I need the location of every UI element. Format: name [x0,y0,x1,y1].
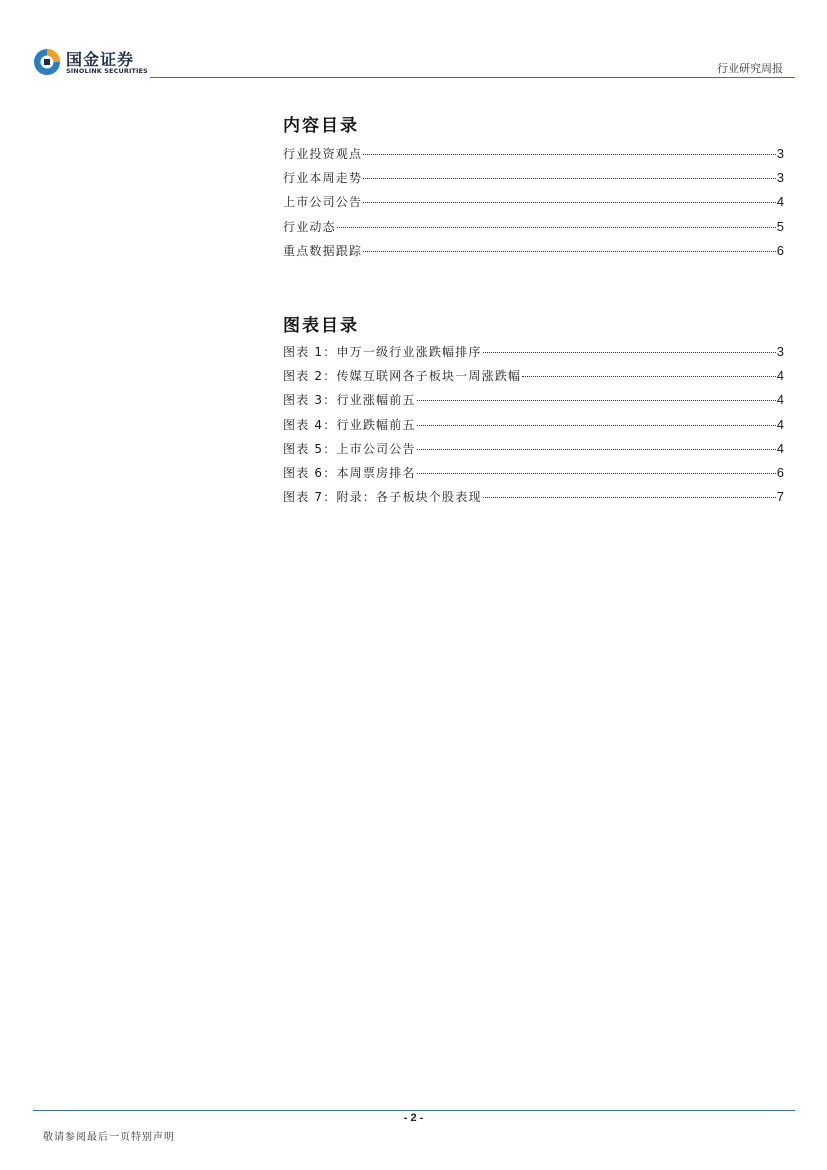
toc-leader-dots [363,154,776,155]
figure-entry-label: 图表 1：申万一级行业涨跌幅排序 [283,345,482,359]
figure-entry-page: 6 [776,464,784,480]
figure-entry[interactable] [283,464,784,488]
figure-entry-label: 图表 2：传媒互联网各子板块一周涨跌幅 [283,369,522,384]
figure-entry-label: 图表 4：行业跌幅前五 [283,417,416,432]
figure-entry-page: 3 [776,344,784,359]
figure-entry[interactable] [283,367,784,391]
figure-entry-page: 7 [776,489,784,505]
figure-entry[interactable] [283,416,784,440]
toc-leader-dots [363,178,776,179]
figure-entry-label: 图表 7：附录：各子板块个股表现 [283,490,482,505]
toc-entry-label: 重点数据跟踪 [283,243,363,258]
toc-entry[interactable] [283,145,784,169]
figure-entry[interactable] [283,391,784,415]
sinolink-logo-icon [32,47,62,77]
toc-leader-dots [417,473,776,474]
figure-entry[interactable] [283,440,784,464]
toc-leader-dots [363,202,776,203]
figure-entry-label: 图表 6：本周票房排名 [283,465,416,480]
toc-leader-dots [337,227,776,228]
toc-entry-label: 行业本周走势 [283,171,363,186]
figure-index-list [283,343,784,512]
logo-english-name: SINOLINK SECURITIES [66,67,148,75]
header-divider [150,77,795,78]
toc-entry[interactable] [283,169,784,193]
company-logo [32,47,152,79]
figure-entry[interactable] [283,488,784,512]
disclaimer-note: 敬请参阅最后一页特别声明 [43,1132,175,1143]
toc-entry[interactable] [283,193,784,217]
toc-entry-page: 5 [776,218,784,234]
figure-entry-page: 4 [776,392,784,408]
toc-entry-page: 4 [776,194,784,210]
logo-chinese-name: 国金证券 [66,50,135,69]
toc-entry-label: 行业动态 [283,219,336,234]
toc-leader-dots [483,352,776,353]
figure-entry-page: 4 [776,440,784,456]
toc-entry-page: 6 [776,242,784,258]
toc-leader-dots [417,449,776,450]
toc-entry[interactable] [283,218,784,242]
toc-entry-page: 3 [776,146,784,161]
toc-leader-dots [483,497,776,498]
figure-entry[interactable] [283,343,784,367]
toc-list [283,145,784,266]
toc-entry[interactable] [283,242,784,266]
figure-index-title: 图表目录 [283,316,359,336]
toc-entry-label: 行业投资观点 [283,147,363,161]
figure-entry-page: 4 [776,368,784,384]
toc-leader-dots [417,425,776,426]
figure-entry-label: 图表 5：上市公司公告 [283,441,416,456]
toc-title: 内容目录 [283,116,359,136]
footer-divider [33,1110,795,1111]
toc-leader-dots [363,251,776,252]
page-number: - 2 - [403,1112,424,1124]
toc-entry-label: 上市公司公告 [283,195,363,210]
report-type-label: 行业研究周报 [717,62,783,75]
toc-leader-dots [417,400,776,401]
figure-entry-page: 4 [776,416,784,432]
toc-leader-dots [522,376,776,377]
figure-entry-label: 图表 3：行业涨幅前五 [283,393,416,408]
toc-entry-page: 3 [776,170,784,186]
